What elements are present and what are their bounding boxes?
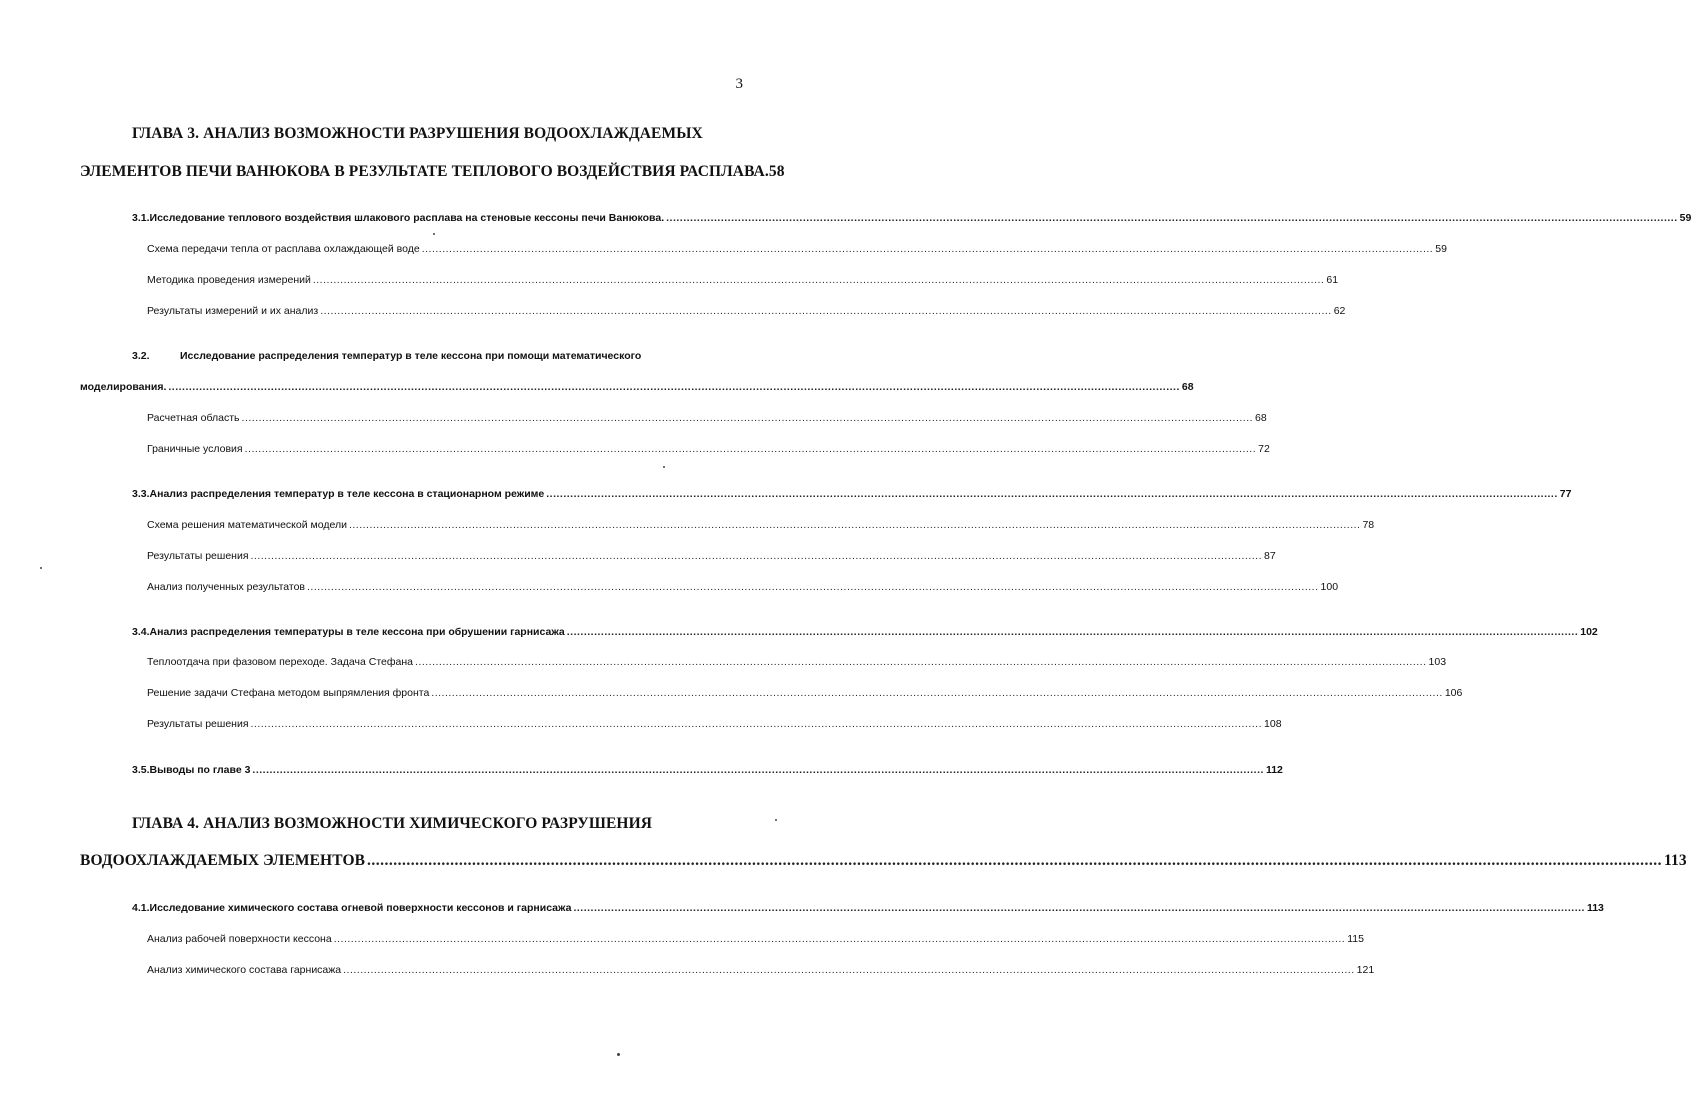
page-ref: 58 bbox=[768, 163, 785, 180]
dot-leader bbox=[415, 656, 1427, 668]
toc-entry-chapter-3[interactable] bbox=[80, 163, 785, 181]
section-number: 3.4. bbox=[132, 626, 150, 638]
toc-entry-4-1-2[interactable] bbox=[147, 964, 1375, 976]
subsection-title: Граничные условия bbox=[147, 443, 243, 455]
toc-entry-section-3-2-line-1[interactable] bbox=[132, 350, 641, 362]
toc-entry-section-4-1[interactable] bbox=[132, 902, 1604, 914]
dot-leader bbox=[666, 212, 1678, 224]
dot-leader bbox=[422, 243, 1434, 255]
scan-speck bbox=[617, 1053, 620, 1056]
dot-leader bbox=[168, 381, 1180, 393]
dot-leader bbox=[343, 964, 1355, 976]
page-ref: 100 bbox=[1320, 581, 1339, 593]
subsection-title: Схема передачи тепла от расплава охлаждающей воде bbox=[147, 243, 420, 255]
dot-leader bbox=[567, 626, 1579, 638]
toc-entry-3-1-2[interactable] bbox=[147, 274, 1339, 286]
section-title-continued: моделирования. bbox=[80, 381, 167, 393]
subsection-title: Схема решения математической модели bbox=[147, 519, 347, 531]
page-ref: 59 bbox=[1679, 212, 1691, 224]
subsection-title: Результаты решения bbox=[147, 550, 249, 562]
section-title: Выводы по главе 3 bbox=[149, 764, 251, 776]
dot-leader bbox=[334, 933, 1346, 945]
dot-leader bbox=[573, 902, 1585, 914]
dot-leader bbox=[313, 274, 1325, 286]
page-ref: 59 bbox=[1435, 243, 1447, 255]
scan-speck bbox=[663, 466, 665, 468]
page-ref: 115 bbox=[1347, 933, 1364, 945]
toc-entry-3-4-2[interactable] bbox=[147, 687, 1463, 699]
toc-entry-3-4-3[interactable] bbox=[147, 718, 1282, 730]
chapter-3-title-text-1: ГЛАВА 3. АНАЛИЗ ВОЗМОЖНОСТИ РАЗРУШЕНИЯ ВОДООХЛАЖДАЕМЫХ bbox=[132, 125, 703, 142]
section-number: 3.2. bbox=[132, 350, 150, 362]
dot-leader bbox=[252, 764, 1264, 776]
page-ref: 106 bbox=[1444, 687, 1463, 699]
scan-speck bbox=[40, 567, 42, 569]
toc-entry-3-1-1[interactable] bbox=[147, 243, 1447, 255]
page-ref: 112 bbox=[1265, 764, 1283, 776]
toc-entry-3-1-3[interactable] bbox=[147, 305, 1346, 317]
page-ref: 121 bbox=[1356, 964, 1375, 976]
subsection-title: Решение задачи Стефана методом выпрямления фронта bbox=[147, 687, 430, 699]
page-ref: 78 bbox=[1362, 519, 1375, 531]
subsection-title: Результаты измерений и их анализ bbox=[147, 305, 319, 317]
dot-leader bbox=[251, 718, 1263, 730]
toc-entry-section-3-4[interactable] bbox=[132, 626, 1598, 638]
page-ref: 108 bbox=[1264, 718, 1282, 730]
toc-entry-3-3-2[interactable] bbox=[147, 550, 1276, 562]
subsection-title: Анализ химического состава гарнисажа bbox=[147, 964, 342, 976]
scan-speck bbox=[775, 819, 777, 821]
page-ref: 102 bbox=[1580, 626, 1598, 638]
dot-leader bbox=[307, 581, 1319, 593]
chapter-3-title-text-2: ЭЛЕМЕНТОВ ПЕЧИ ВАНЮКОВА В РЕЗУЛЬТАТЕ ТЕПЛОВОГО ВОЗДЕЙСТВИЯ РАСПЛАВА. bbox=[80, 163, 769, 180]
section-title: Исследование химического состава огневой поверхности кессонов и гарнисажа bbox=[149, 902, 572, 914]
chapter-4-title-text-2: ВОДООХЛАЖДАЕМЫХ ЭЛЕМЕНТОВ bbox=[80, 852, 366, 869]
scan-speck bbox=[433, 233, 435, 235]
chapter-4-title-line-1 bbox=[132, 815, 652, 833]
toc-entry-4-1-1[interactable] bbox=[147, 933, 1364, 945]
section-title: Анализ распределения температур в теле кессона в стационарном режиме bbox=[149, 488, 545, 500]
chapter-3-title-line-1 bbox=[132, 125, 703, 143]
page-ref: 62 bbox=[1333, 305, 1346, 317]
dot-leader bbox=[251, 550, 1263, 562]
page-ref: 87 bbox=[1264, 550, 1276, 562]
toc-entry-section-3-1[interactable] bbox=[132, 212, 1691, 224]
section-number: 3.3. bbox=[132, 488, 150, 500]
section-title: Исследование распределения температур в теле кессона при помощи математического bbox=[180, 350, 642, 362]
page-ref: 68 bbox=[1181, 381, 1194, 393]
chapter-4-title-text-1: ГЛАВА 4. АНАЛИЗ ВОЗМОЖНОСТИ ХИМИЧЕСКОГО РАЗРУШЕНИЯ bbox=[132, 815, 653, 832]
subsection-title: Методика проведения измерений bbox=[147, 274, 311, 286]
dot-leader bbox=[320, 305, 1332, 317]
toc-entry-3-3-3[interactable] bbox=[147, 581, 1339, 593]
dot-leader bbox=[242, 412, 1254, 424]
page-ref: 68 bbox=[1255, 412, 1267, 424]
toc-entry-chapter-4[interactable] bbox=[80, 852, 1687, 870]
dot-leader bbox=[431, 687, 1443, 699]
toc-entry-section-3-3[interactable] bbox=[132, 488, 1572, 500]
page-ref: 61 bbox=[1326, 274, 1339, 286]
subsection-title: Анализ полученных результатов bbox=[147, 581, 306, 593]
toc-entry-section-3-5[interactable] bbox=[132, 764, 1283, 776]
subsection-title: Расчетная область bbox=[147, 412, 240, 424]
page-number: 3 bbox=[735, 76, 743, 92]
subsection-title: Результаты решения bbox=[147, 718, 249, 730]
dot-leader bbox=[349, 519, 1361, 531]
section-number: 4.1. bbox=[132, 902, 150, 914]
page-ref: 113 bbox=[1586, 902, 1604, 914]
toc-entry-3-3-1[interactable] bbox=[147, 519, 1375, 531]
subsection-title: Теплоотдача при фазовом переходе. Задача Стефана bbox=[147, 656, 413, 668]
page-ref: 113 bbox=[1664, 852, 1687, 869]
toc-entry-3-2-2[interactable] bbox=[147, 443, 1270, 455]
toc-entry-3-2-1[interactable] bbox=[147, 412, 1267, 424]
subsection-title: Анализ рабочей поверхности кессона bbox=[147, 933, 332, 945]
section-title: Исследование теплового воздействия шлакового расплава на стеновые кессоны печи Ванюкова. bbox=[149, 212, 665, 224]
toc-entry-3-4-1[interactable] bbox=[147, 656, 1447, 668]
section-number: 3.5. bbox=[132, 764, 150, 776]
toc-entry-section-3-2-line-2[interactable] bbox=[80, 381, 1194, 393]
section-number: 3.1. bbox=[132, 212, 150, 224]
dot-leader bbox=[367, 852, 1662, 870]
page-ref: 103 bbox=[1428, 656, 1447, 668]
dot-leader bbox=[546, 488, 1558, 500]
page-ref: 72 bbox=[1258, 443, 1270, 455]
page-ref: 77 bbox=[1559, 488, 1572, 500]
section-title: Анализ распределения температуры в теле кессона при обрушении гарнисажа bbox=[149, 626, 565, 638]
dot-leader bbox=[245, 443, 1257, 455]
